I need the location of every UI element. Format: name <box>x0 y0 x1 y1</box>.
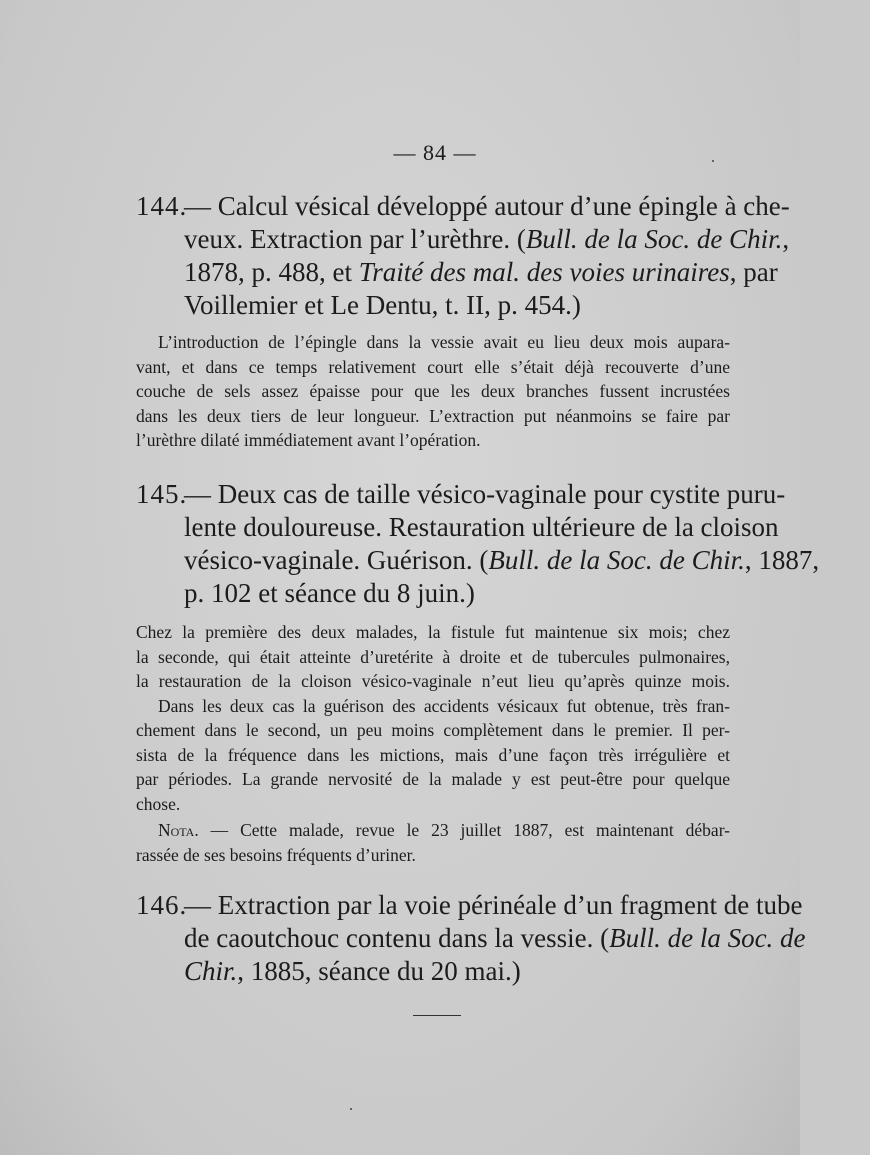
entry-146-heading <box>136 889 806 988</box>
entry-144-body <box>136 330 730 453</box>
body-line: Chez la première des deux malades, la fistule fut maintenue six mois; chez <box>136 622 730 642</box>
entry-144-heading <box>136 190 790 322</box>
nota-text: — Cette malade, revue le 23 juillet 1887, est maintenant débar- <box>210 820 731 840</box>
heading-line: — Deux cas de taille vésico-vaginale pour cystite puru- <box>184 479 786 509</box>
heading-line: 1878, p. 488, et Traité des mal. des voies urinaires, par <box>184 257 778 287</box>
entry-number: 145. <box>136 479 188 509</box>
body-line: chement dans le second, un peu moins complètement dans le premier. Il per- <box>136 720 730 740</box>
heading-line: vésico-vaginale. Guérison. (Bull. de la Soc. de Chir., 1887, <box>184 545 820 575</box>
paper-speck <box>350 1108 352 1110</box>
body-line: la seconde, qui était atteinte d’uretérite à droite et de tubercules pulmonaires, <box>136 646 730 667</box>
nota-line: rassée de ses besoins fréquents d’uriner. <box>136 844 416 865</box>
entry-number: 146. <box>136 890 188 920</box>
heading-line: de caoutchouc contenu dans la vessie. (Bull. de la Soc. de <box>184 923 806 953</box>
body-line: l’urèthre dilaté immédiatement avant l’opération. <box>136 430 481 450</box>
entry-number: 144. <box>136 191 188 221</box>
body-line: vant, et dans ce temps relativement court elle s’était déjà recouverte d’une <box>136 356 730 377</box>
entry-145-nota <box>136 818 730 867</box>
paper-speck <box>712 160 714 162</box>
body-line: Dans les deux cas la guérison des accidents vésicaux fut obtenue, très fran- <box>158 695 730 716</box>
nota-label: Nota. <box>158 820 199 840</box>
heading-line: Chir., 1885, séance du 20 mai.) <box>184 956 521 986</box>
heading-line: p. 102 et séance du 8 juin.) <box>184 578 475 608</box>
body-line: la restauration de la cloison vésico-vaginale n’eut lieu qu’après quinze mois. <box>136 671 730 691</box>
body-line: couche de sels assez épaisse pour que les deux branches fussent incrustées <box>136 381 730 401</box>
body-line: chose. <box>136 793 181 814</box>
body-line: L’introduction de l’épingle dans la vessie avait eu lieu deux mois aupara- <box>158 332 730 352</box>
heading-line: — Extraction par la voie périnéale d’un fragment de tube <box>184 890 803 920</box>
page-number: — 84 — <box>393 140 477 165</box>
body-line: dans les deux tiers de leur longueur. L’extraction put néanmoins se faire par <box>136 405 730 426</box>
heading-line: Voillemier et Le Dentu, t. II, p. 454.) <box>184 290 581 320</box>
heading-line: — Calcul vésical développé autour d’une épingle à che- <box>184 191 790 221</box>
heading-line: lente douloureuse. Restauration ultérieure de la cloison <box>184 512 779 542</box>
body-line: par périodes. La grande nervosité de la malade y est peut-être pour quelque <box>136 769 730 789</box>
end-rule <box>413 1015 461 1016</box>
heading-line: veux. Extraction par l’urèthre. (Bull. de la Soc. de Chir., <box>184 224 790 254</box>
body-line: sista de la fréquence dans les mictions, mais d’une façon très irrégulière et <box>136 744 730 765</box>
entry-145-heading <box>136 478 820 610</box>
nota-line <box>136 818 730 843</box>
entry-145-body <box>136 620 730 816</box>
